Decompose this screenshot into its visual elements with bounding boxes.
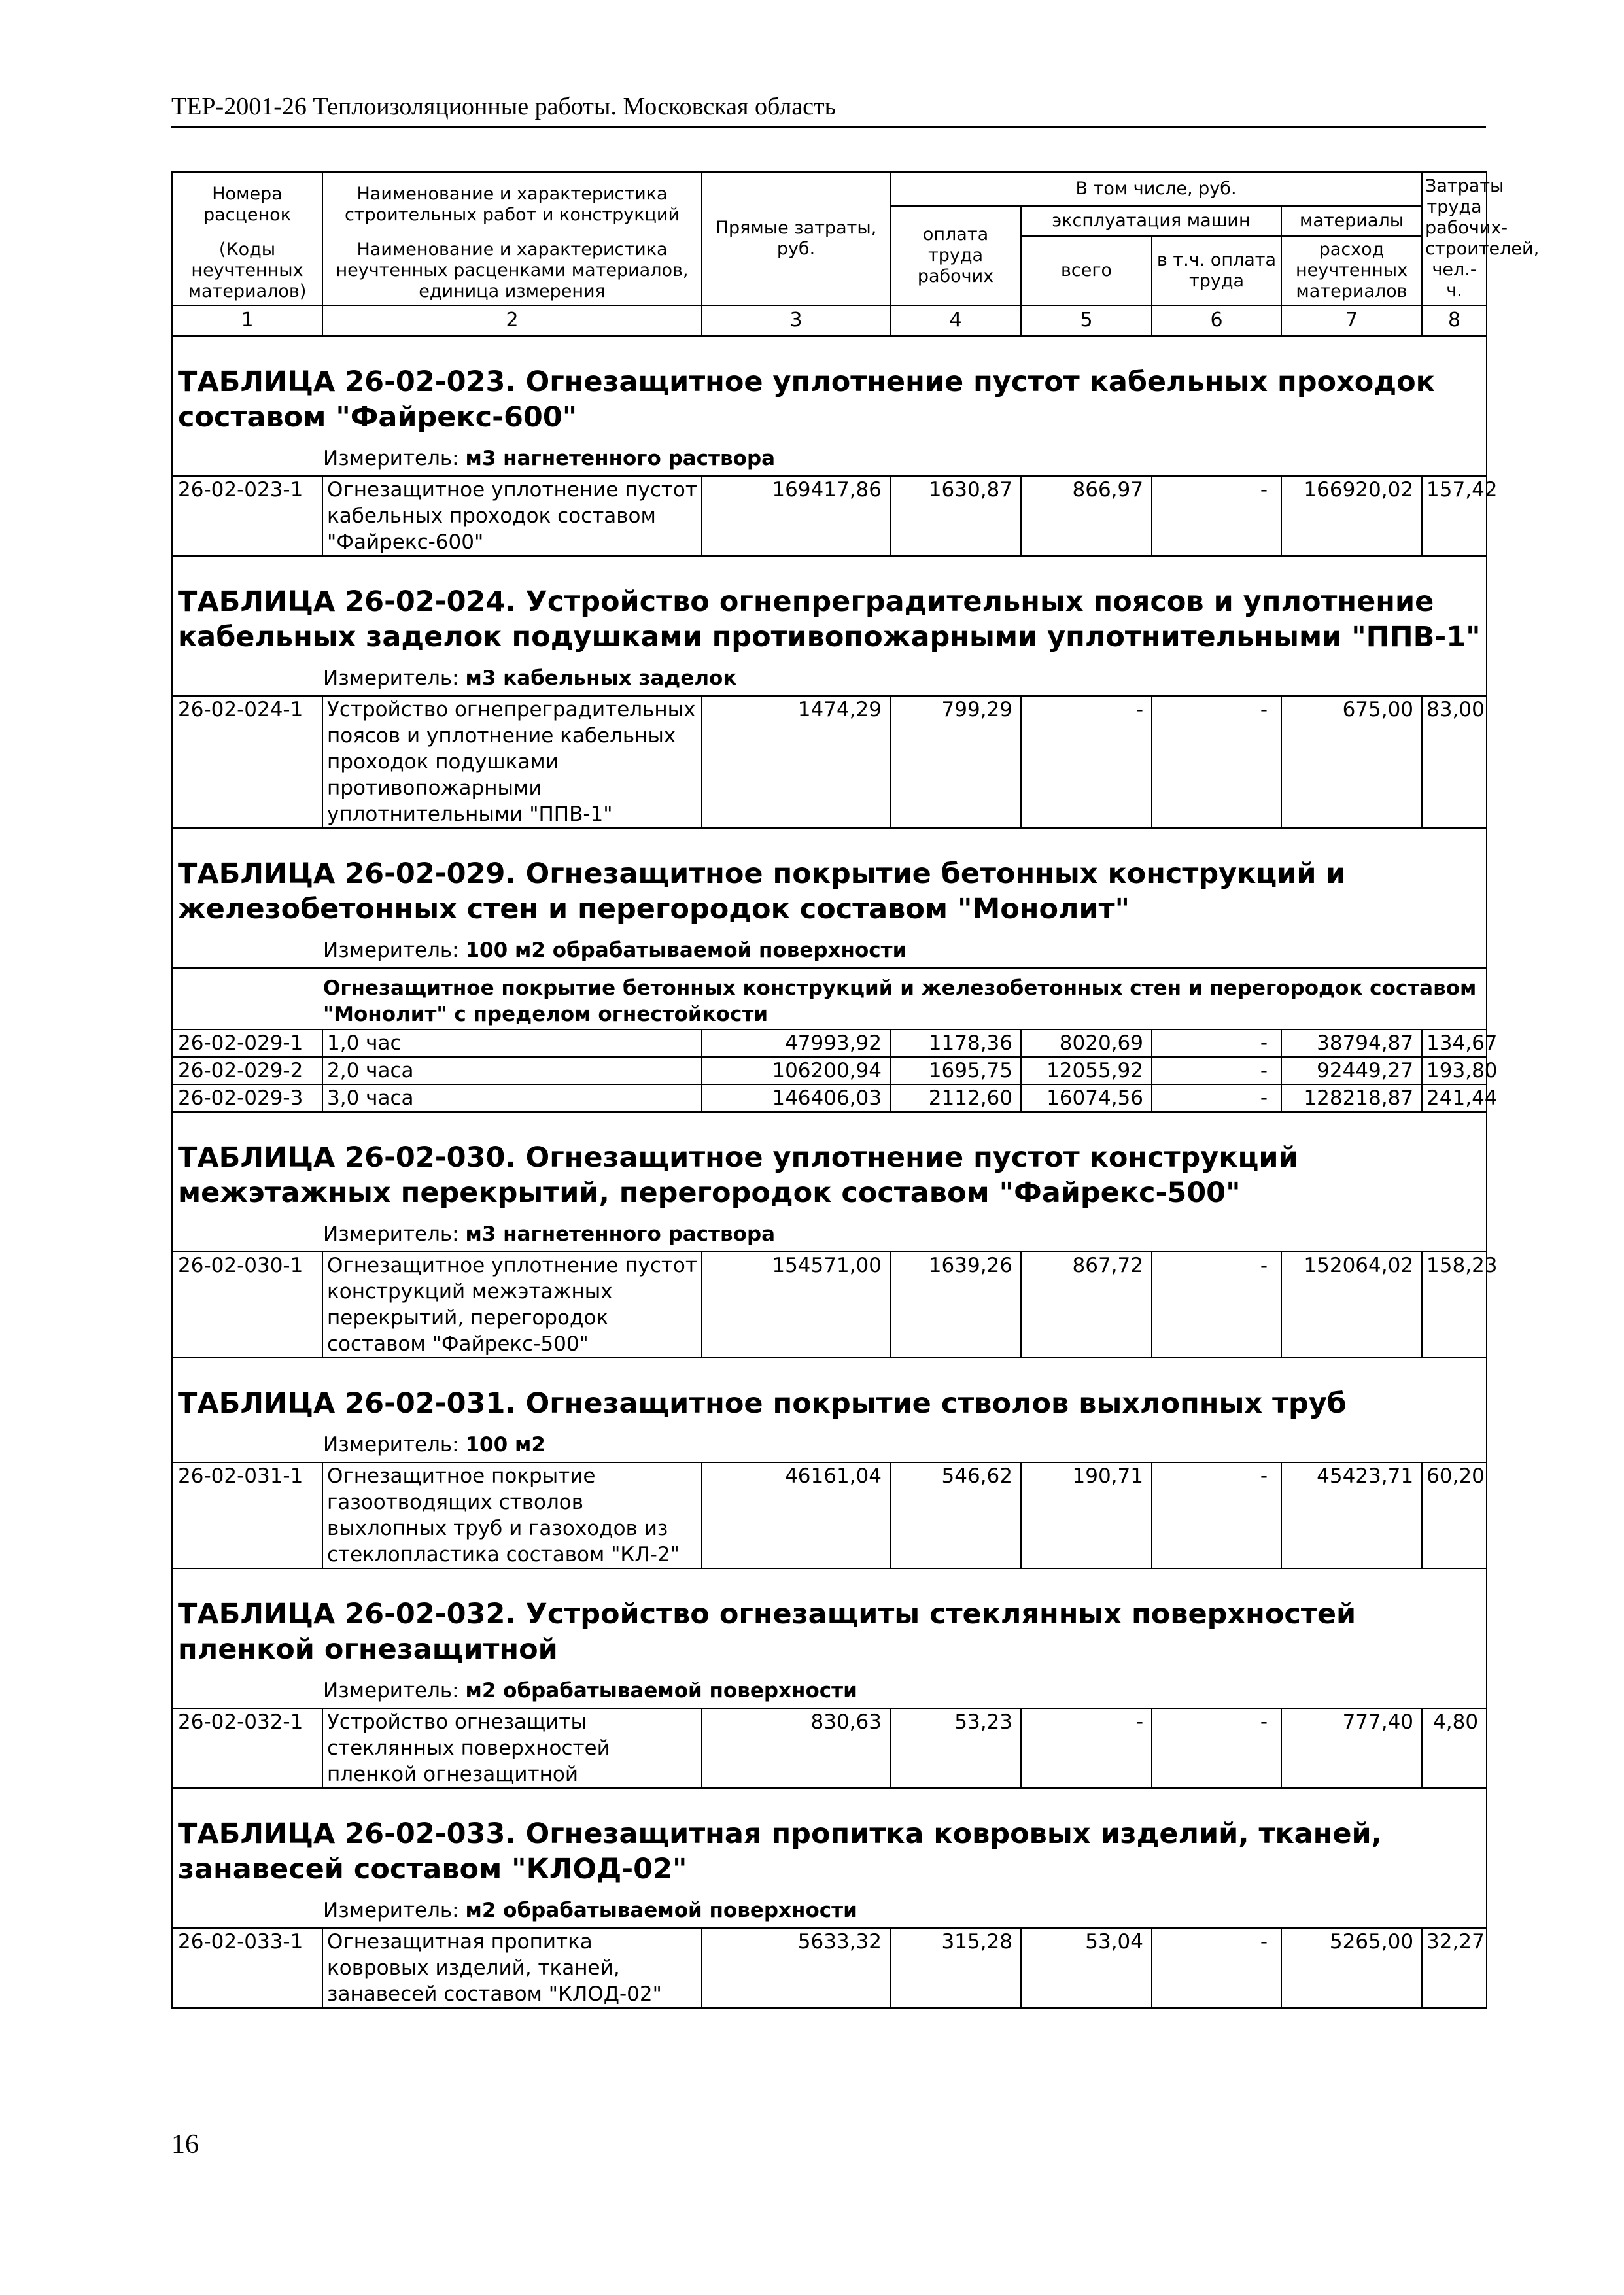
- row-machines-wages: -: [1152, 1462, 1281, 1568]
- row-machines-total: 12055,92: [1021, 1057, 1152, 1084]
- section-title: ТАБЛИЦА 26-02-033. Огнезащитная пропитка ковровых изделий, тканей, занавесей составом "КЛОД-02": [172, 1788, 1487, 1893]
- row-materials: 5265,00: [1281, 1928, 1422, 2008]
- row-direct-costs: 106200,94: [702, 1057, 890, 1084]
- row-wages: 1695,75: [890, 1057, 1021, 1084]
- column-number: 5: [1021, 305, 1152, 336]
- row-machines-wages: -: [1152, 1708, 1281, 1788]
- row-machines-total: 867,72: [1021, 1252, 1152, 1358]
- unit-measure: [172, 1674, 1487, 1708]
- table-row: [172, 696, 1487, 828]
- row-materials: 152064,02: [1281, 1252, 1422, 1358]
- section-title-row: [172, 556, 1487, 661]
- row-machines-wages: -: [1152, 476, 1281, 556]
- header-wages: оплата труда рабочих: [890, 206, 1021, 305]
- row-materials: 166920,02: [1281, 476, 1422, 556]
- row-machines-wages: -: [1152, 696, 1281, 828]
- row-code: 26-02-031-1: [172, 1462, 322, 1568]
- row-machines-total: 16074,56: [1021, 1084, 1152, 1112]
- header-machines: эксплуатация машин: [1021, 206, 1281, 236]
- unit-measure: [172, 661, 1487, 696]
- row-direct-costs: 146406,03: [702, 1084, 890, 1112]
- row-labor: 32,27: [1422, 1928, 1487, 2008]
- unit-measure: [172, 933, 1487, 968]
- row-code: 26-02-023-1: [172, 476, 322, 556]
- row-machines-wages: -: [1152, 1928, 1281, 2008]
- row-labor: 158,23: [1422, 1252, 1487, 1358]
- unit-row: [172, 1893, 1487, 1928]
- row-materials: 675,00: [1281, 696, 1422, 828]
- section-title: ТАБЛИЦА 26-02-031. Огнезащитное покрытие стволов выхлопных труб: [172, 1358, 1487, 1428]
- row-materials: 38794,87: [1281, 1029, 1422, 1057]
- header-work-name: Наименование и характеристика строительных работ и конструкций: [322, 172, 702, 236]
- row-labor: 83,00: [1422, 696, 1487, 828]
- column-number: 1: [172, 305, 322, 336]
- unit-row: [172, 933, 1487, 968]
- row-machines-wages: -: [1152, 1252, 1281, 1358]
- row-direct-costs: 154571,00: [702, 1252, 890, 1358]
- row-wages: 1639,26: [890, 1252, 1021, 1358]
- price-table: [171, 171, 1540, 2009]
- row-wages: 53,23: [890, 1708, 1021, 1788]
- row-machines-total: 53,04: [1021, 1928, 1152, 2008]
- row-labor: 157,42: [1422, 476, 1487, 556]
- table-row: [172, 1252, 1487, 1358]
- section-title-row: [172, 336, 1487, 442]
- row-materials: 45423,71: [1281, 1462, 1422, 1568]
- unit-measure: [172, 441, 1487, 476]
- unit-value: 100 м2 обрабатываемой поверхности: [465, 939, 907, 962]
- row-labor: 4,80: [1422, 1708, 1487, 1788]
- unit-measure: [172, 1217, 1487, 1252]
- row-materials: 128218,87: [1281, 1084, 1422, 1112]
- table-row: [172, 1029, 1487, 1057]
- row-code: 26-02-029-3: [172, 1084, 322, 1112]
- table-row: [172, 1708, 1487, 1788]
- row-code: 26-02-024-1: [172, 696, 322, 828]
- column-number: 8: [1422, 305, 1487, 336]
- row-labor: 241,44: [1422, 1084, 1487, 1112]
- header-materials-unaccounted: расход неучтенных материалов: [1281, 236, 1422, 305]
- unit-row: [172, 1217, 1487, 1252]
- row-wages: 1630,87: [890, 476, 1021, 556]
- row-labor: 193,80: [1422, 1057, 1487, 1084]
- column-number: 4: [890, 305, 1021, 336]
- row-name: 3,0 часа: [322, 1084, 702, 1112]
- row-code: 26-02-029-1: [172, 1029, 322, 1057]
- row-code: 26-02-029-2: [172, 1057, 322, 1084]
- column-number: 2: [322, 305, 702, 336]
- row-name: Огнезащитная пропитка ковровых изделий, тканей, занавесей составом "КЛОД-02": [322, 1928, 702, 2008]
- unit-label: Измеритель:: [323, 939, 459, 962]
- row-direct-costs: 169417,86: [702, 476, 890, 556]
- section-title-row: [172, 1568, 1487, 1674]
- section-title: ТАБЛИЦА 26-02-032. Устройство огнезащиты стеклянных поверхностей пленкой огнезащитной: [172, 1568, 1487, 1674]
- header-materials: материалы: [1281, 206, 1422, 236]
- row-name: Огнезащитное уплотнение пустот конструкций межэтажных перекрытий, перегородок составом "Файрекс-500": [322, 1252, 702, 1358]
- row-machines-wages: -: [1152, 1084, 1281, 1112]
- column-numbers-row: [172, 305, 1487, 336]
- running-header: ТЕР-2001-26 Теплоизоляционные работы. Московская область: [171, 90, 1486, 128]
- row-name: Устройство огнепреградительных поясов и уплотнение кабельных проходок подушками противопожарными уплотнительными "ППВ-1": [322, 696, 702, 828]
- row-machines-total: 866,97: [1021, 476, 1152, 556]
- row-direct-costs: 5633,32: [702, 1928, 890, 2008]
- section-title-row: [172, 1358, 1487, 1428]
- unit-label: Измеритель:: [323, 666, 459, 690]
- unit-value: м2 обрабатываемой поверхности: [465, 1899, 857, 1922]
- row-name: 1,0 час: [322, 1029, 702, 1057]
- row-wages: 315,28: [890, 1928, 1021, 2008]
- row-materials: 92449,27: [1281, 1057, 1422, 1084]
- row-wages: 2112,60: [890, 1084, 1021, 1112]
- row-direct-costs: 47993,92: [702, 1029, 890, 1057]
- header-unaccounted-materials: Наименование и характеристика неучтенных расценками материалов, единица измерения: [322, 236, 702, 305]
- unit-row: [172, 1428, 1487, 1462]
- section-title: ТАБЛИЦА 26-02-029. Огнезащитное покрытие бетонных конструкций и железобетонных стен и перегородок составом "Монолит": [172, 828, 1487, 933]
- row-name: 2,0 часа: [322, 1057, 702, 1084]
- row-wages: 546,62: [890, 1462, 1021, 1568]
- unit-row: [172, 441, 1487, 476]
- row-machines-total: -: [1021, 696, 1152, 828]
- unit-row: [172, 1674, 1487, 1708]
- row-direct-costs: 1474,29: [702, 696, 890, 828]
- unit-value: м3 нагнетенного раствора: [465, 447, 776, 470]
- table-sections: [172, 336, 1498, 2009]
- row-materials: 777,40: [1281, 1708, 1422, 1788]
- header-codes: Номера расценок: [172, 172, 322, 236]
- unit-measure: [172, 1428, 1487, 1462]
- unit-label: Измеритель:: [323, 1222, 459, 1246]
- section-title-row: [172, 1112, 1487, 1217]
- unit-label: Измеритель:: [323, 447, 459, 470]
- row-code: 26-02-030-1: [172, 1252, 322, 1358]
- row-code: 26-02-032-1: [172, 1708, 322, 1788]
- row-wages: 799,29: [890, 696, 1021, 828]
- column-number: 7: [1281, 305, 1422, 336]
- row-name: Огнезащитное покрытие газоотводящих стволов выхлопных труб и газоходов из стеклопластика составом "КЛ-2": [322, 1462, 702, 1568]
- header-labor: Затраты труда рабочих-строителей, чел.-ч.: [1422, 172, 1487, 305]
- row-wages: 1178,36: [890, 1029, 1021, 1057]
- unit-row: [172, 661, 1487, 696]
- row-machines-wages: -: [1152, 1029, 1281, 1057]
- unit-value: м3 нагнетенного раствора: [465, 1222, 776, 1246]
- section-title-row: [172, 1788, 1487, 1893]
- column-number: 3: [702, 305, 890, 336]
- unit-label: Измеритель:: [323, 1433, 459, 1457]
- row-name: Огнезащитное уплотнение пустот кабельных проходок составом "Файрекс-600": [322, 476, 702, 556]
- row-labor: 134,67: [1422, 1029, 1487, 1057]
- row-direct-costs: 46161,04: [702, 1462, 890, 1568]
- row-direct-costs: 830,63: [702, 1708, 890, 1788]
- row-code: 26-02-033-1: [172, 1928, 322, 2008]
- header-machines-wages: в т.ч. оплата труда: [1152, 236, 1281, 305]
- page-number: 16: [171, 2130, 199, 2160]
- section-title: ТАБЛИЦА 26-02-024. Устройство огнепреградительных поясов и уплотнение кабельных заделок подушками противопожарными уплотнительными "ППВ-1": [172, 556, 1487, 661]
- column-number: 6: [1152, 305, 1281, 336]
- unit-measure: [172, 1893, 1487, 1928]
- table-row: [172, 1057, 1487, 1084]
- table-row: [172, 1084, 1487, 1112]
- unit-value: м3 кабельных заделок: [465, 666, 737, 690]
- unit-label: Измеритель:: [323, 1899, 459, 1922]
- price-table-container: [171, 171, 1540, 2009]
- subheader-row: [172, 968, 1487, 1029]
- row-machines-total: 8020,69: [1021, 1029, 1152, 1057]
- table-row: [172, 476, 1487, 556]
- row-machines-total: 190,71: [1021, 1462, 1152, 1568]
- header-direct-costs: Прямые затраты, руб.: [702, 172, 890, 305]
- unit-value: 100 м2: [465, 1433, 545, 1457]
- table-row: [172, 1462, 1487, 1568]
- section-title: ТАБЛИЦА 26-02-023. Огнезащитное уплотнение пустот кабельных проходок составом "Файрекс-600": [172, 336, 1487, 442]
- section-title: ТАБЛИЦА 26-02-030. Огнезащитное уплотнение пустот конструкций межэтажных перекрытий, перегородок составом "Файрекс-500": [172, 1112, 1487, 1217]
- header-including: В том числе, руб.: [890, 172, 1422, 206]
- row-name: Устройство огнезащиты стеклянных поверхностей пленкой огнезащитной: [322, 1708, 702, 1788]
- row-labor: 60,20: [1422, 1462, 1487, 1568]
- unit-label: Измеритель:: [323, 1679, 459, 1702]
- header-unaccounted-codes: (Коды неучтенных материалов): [172, 236, 322, 305]
- unit-value: м2 обрабатываемой поверхности: [465, 1679, 857, 1702]
- row-machines-wages: -: [1152, 1057, 1281, 1084]
- section-title-row: [172, 828, 1487, 933]
- row-machines-total: -: [1021, 1708, 1152, 1788]
- subheader: Огнезащитное покрытие бетонных конструкций и железобетонных стен и перегородок составом "Монолит" с пределом огнестойкости: [172, 968, 1487, 1029]
- header-machines-total: всего: [1021, 236, 1152, 305]
- table-row: [172, 1928, 1487, 2008]
